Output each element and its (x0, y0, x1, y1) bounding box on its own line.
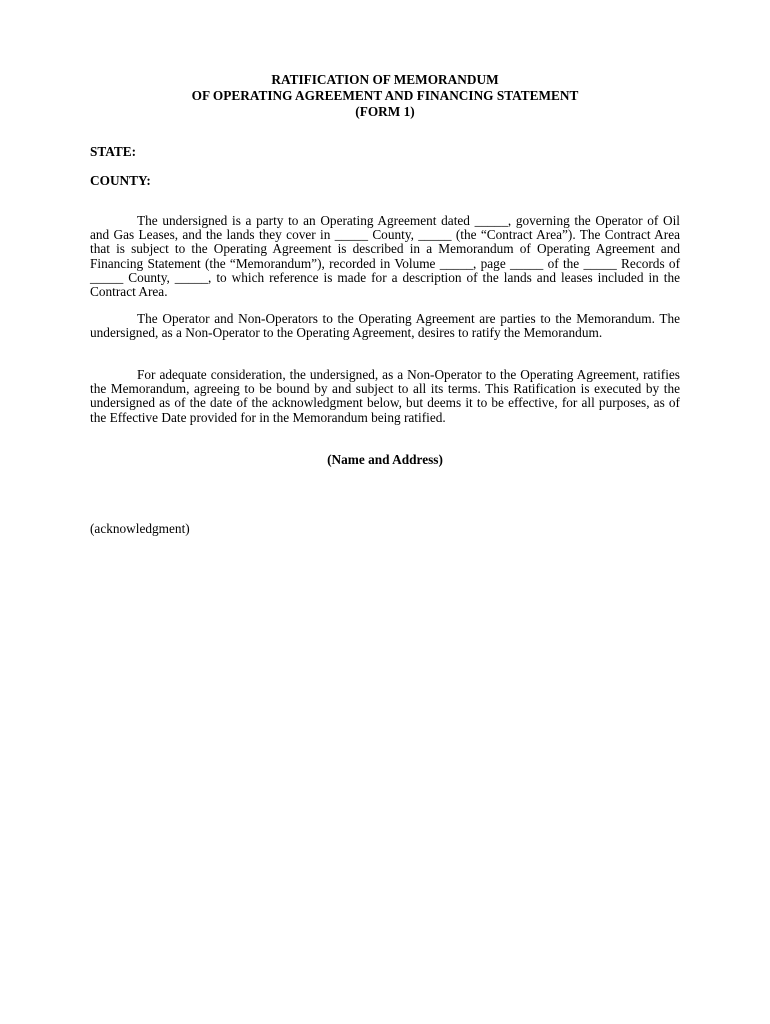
paragraph-ratification: For adequate consideration, the undersigned, as a Non-Operator to the Operating Agreement, ratifies the Memorandum, agreeing to be bound by and subject to all its terms. This Ratification is executed by the undersigned as of the date of the acknowledgment below, but deems it to be effective, for all purposes, as of the Effective Date provided for in the Memorandum being ratified. (90, 367, 680, 425)
county-label: COUNTY: (90, 173, 151, 188)
state-label: STATE: (90, 144, 137, 159)
document-title (90, 72, 680, 120)
acknowledgment-label: (acknowledgment) (90, 521, 190, 536)
paragraph-parties: The Operator and Non-Operators to the Operating Agreement are parties to the Memorandum. The undersigned, as a Non-Operator to the Operating Agreement, desires to ratify the Memorandum. (90, 311, 680, 341)
title-line-3: (FORM 1) (355, 104, 415, 119)
paragraph-operating-agreement: The undersigned is a party to an Operating Agreement dated _____, governing the Operator of Oil and Gas Leases, and the lands they cover in _____ County, _____ (the “Contract Area”). The Contract Area that is subject to the Operating Agreement is described in a Memorandum of Operating Agreement and Financing Statement (the “Memorandum”), recorded in Volume _____, page _____ of the _____ Records of _____ County, _____, to which reference is made for a description of the lands and leases included in the Contract Area. (90, 213, 680, 300)
title-line-2: OF OPERATING AGREEMENT AND FINANCING STATEMENT (191, 88, 579, 103)
signature-block: (Name and Address) (327, 452, 443, 467)
title-line-1: RATIFICATION OF MEMORANDUM (271, 72, 499, 87)
